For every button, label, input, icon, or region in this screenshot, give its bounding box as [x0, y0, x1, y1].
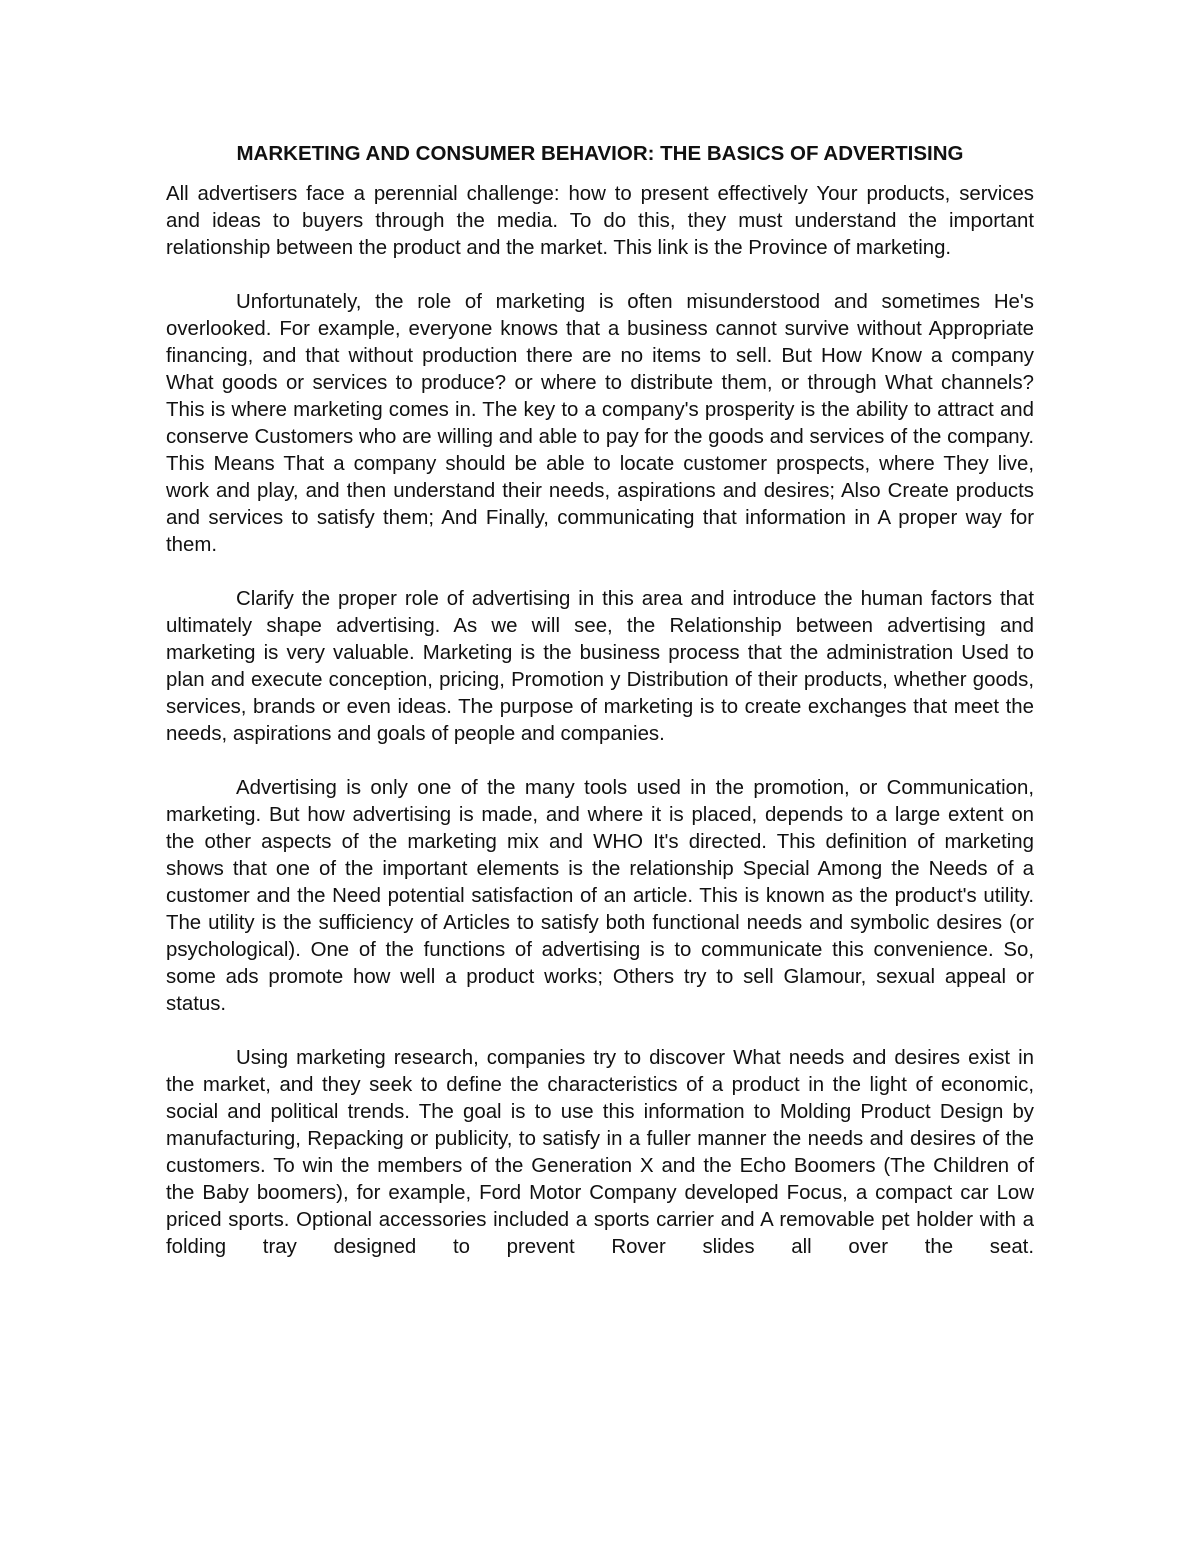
- paragraph-1: All advertisers face a perennial challenge: how to present effectively Your products, services and ideas to buyers through the media. To do this, they must understand the important relationship between the product and the market. This link is the Province of marketing.: [166, 183, 1034, 259]
- paragraph-2: Unfortunately, the role of marketing is often misunderstood and sometimes He's overlooked. For example, everyone knows that a business cannot survive without Appropriate financing, and that without production there are no items to sell. But How Know a company What goods or services to produce? or where to distribute them, or through What channels? This is where marketing comes in. The key to a company's prosperity is the ability to attract and conserve Customers who are willing and able to pay for the goods and services of the company. This Means That a company should be able to locate customer prospects, where They live, work and play, and then understand their needs, aspirations and desires; Also Create products and services to satisfy them; And Finally, communicating that information in A proper way for them.: [166, 291, 1034, 556]
- paragraph-3: Clarify the proper role of advertising in this area and introduce the human factors that ultimately shape advertising. As we will see, the Relationship between advertising and marketing is very valuable. Marketing is the business process that the administration Used to plan and execute conception, pricing, Promotion y Distribution of their products, whether goods, services, brands or even ideas. The purpose of marketing is to create exchanges that meet the needs, aspirations and goals of people and companies.: [166, 588, 1034, 745]
- document-title: MARKETING AND CONSUMER BEHAVIOR: THE BASICS OF ADVERTISING: [236, 142, 964, 165]
- document-body: [166, 140, 1034, 1261]
- paragraph-4: Advertising is only one of the many tools used in the promotion, or Communication, marketing. But how advertising is made, and where it is placed, depends to a large extent on the other aspects of the marketing mix and WHO It's directed. This definition of marketing shows that one of the important elements is the relationship Special Among the Needs of a customer and the Need potential satisfaction of an article. This is known as the product's utility. The utility is the sufficiency of Articles to satisfy both functional needs and symbolic desires (or psychological). One of the functions of advertising is to communicate this convenience. So, some ads promote how well a product works; Others try to sell Glamour, sexual appeal or status.: [166, 777, 1034, 1015]
- paragraph-5: Using marketing research, companies try to discover What needs and desires exist in the market, and they seek to define the characteristics of a product in the light of economic, social and political trends. The goal is to use this information to Molding Product Design by manufacturing, Repacking or publicity, to satisfy in a fuller manner the needs and desires of the customers. To win the members of the Generation X and the Echo Boomers (The Children of the Baby boomers), for example, Ford Motor Company developed Focus, a compact car Low priced sports. Optional accessories included a sports carrier and A removable pet holder with a folding tray designed to prevent Rover slides all over the seat.: [166, 1047, 1034, 1258]
